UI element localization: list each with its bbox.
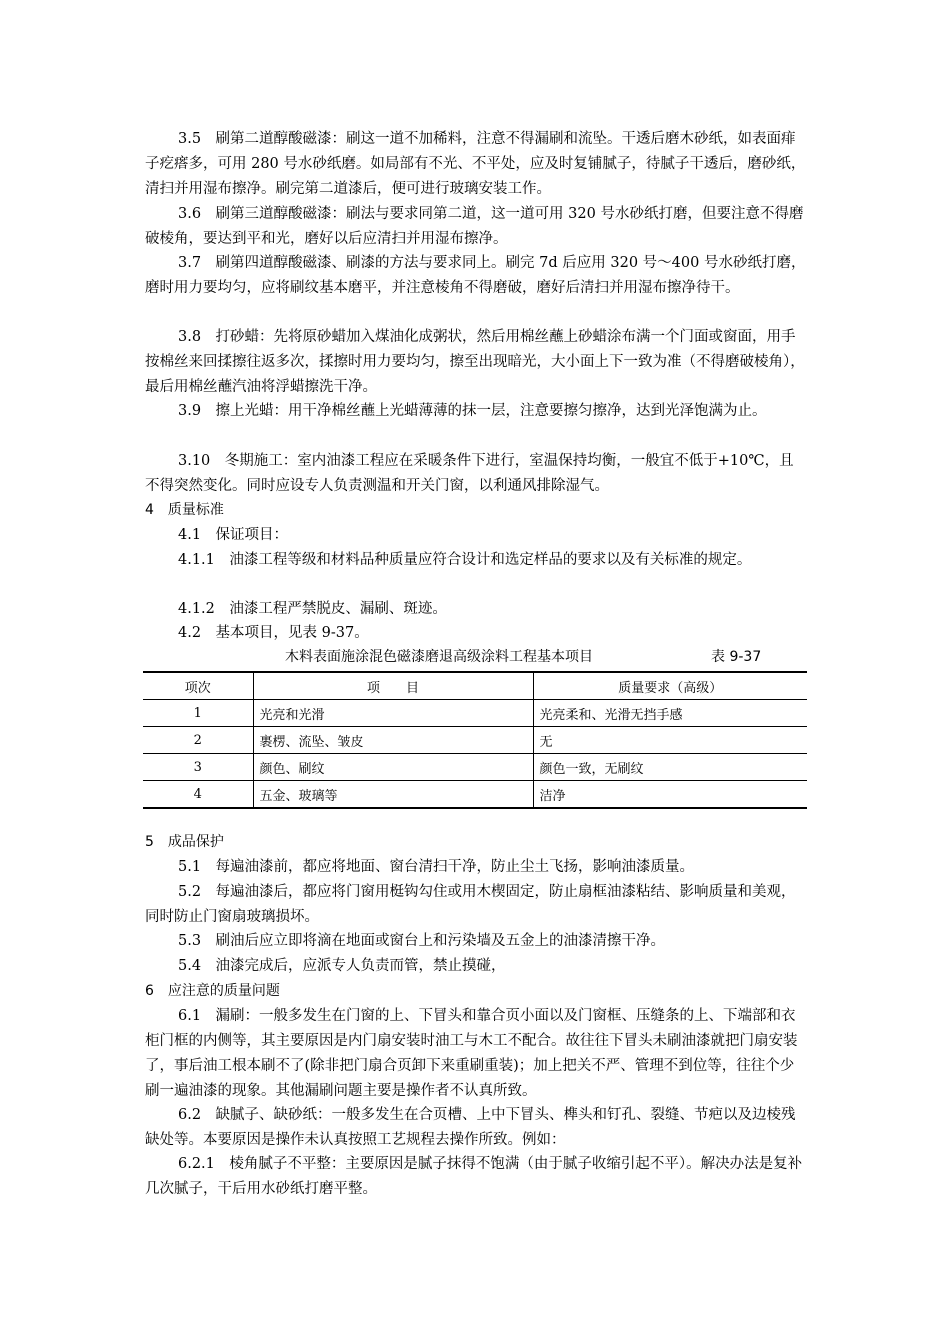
paragraph-3-8: 3.8 打砂蜡：先将原砂蜡加入煤油化成粥状，然后用棉丝蘸上砂蜡涂布满一个门面或窗面，用手按棉丝来回揉擦往返多次，揉擦时用力要均匀，擦至出现暗光，大小面上下一致为准（不得磨破棱角），最后用棉丝蘸汽油将浮蜡擦洗干净。 (145, 329, 805, 395)
paragraph-6-2-1: 6.2.1 棱角腻子不平整：主要原因是腻子抹得不饱满（由于腻子收缩引起不平）。解决办法是复补几次腻子，干后用水砂纸打磨平整。 (145, 1156, 803, 1197)
paragraph-4-2: 4.2 基本项目，见表 9-37。 (178, 625, 369, 641)
header-requirement: 质量要求（高级） (533, 672, 807, 700)
paragraph-3-6: 3.6 刷第三道醇酸磁漆：刷法与要求同第二道，这一道可用 320 号水砂纸打磨，但要注意不得磨破棱角，要达到平和光，磨好以后应清扫并用湿布擦净。 (145, 206, 804, 247)
paragraph-4-1-1: 4.1.1 油漆工程等级和材料品种质量应符合设计和选定样品的要求以及有关标准的规定。 (178, 552, 752, 568)
paragraph-3-10: 3.10 冬期施工：室内油漆工程应在采暖条件下进行，室温保持均衡，一般宜不低于+10℃，且不得突然变化。同时应设专人负责测温和开关门窗，以利通风排除湿气。 (145, 453, 794, 494)
table-row (143, 727, 807, 754)
section-heading-5: 5 成品保护 (145, 834, 224, 850)
paragraph-3-9: 3.9 擦上光蜡：用干净棉丝蘸上光蜡薄薄的抹一层，注意要擦匀擦净，达到光泽饱满为止。 (178, 403, 767, 419)
paragraph-6-1: 6.1 漏刷：一般多发生在门窗的上、下冒头和靠合页小面以及门窗框、压缝条的上、下端部和衣柜门框的内侧等，其主要原因是内门扇安装时油工与木工不配合。故往往下冒头未刷油漆就把门扇安装了，事后油工根本刷不了(除非把门扇合页卸下来重刷重装)；加上把关不严、管理不到位等，往往个少刷一遍油漆的现象。其他漏刷问题主要是操作者不认真所致。 (145, 1008, 798, 1099)
row-index: 2 (143, 727, 253, 754)
paragraph-5-1: 5.1 每遍油漆前，都应将地面、窗台清扫干净，防止尘土飞扬，影响油漆质量。 (178, 859, 695, 875)
paragraph-4-1: 4.1 保证项目： (178, 527, 289, 543)
row-requirement: 颜色一致，无刷纹 (533, 754, 807, 781)
row-requirement: 光亮柔和、光滑无挡手感 (533, 700, 807, 727)
paragraph-5-4: 5.4 油漆完成后，应派专人负责而管，禁止摸碰， (178, 958, 506, 974)
row-requirement: 洁净 (533, 781, 807, 809)
paragraph-6-2: 6.2 缺腻子、缺砂纸：一般多发生在合页槽、上中下冒头、榫头和钉孔、裂缝、节疤以及边棱残缺处等。本要原因是操作未认真按照工艺规程去操作所致。例如： (145, 1107, 796, 1148)
section-heading-4: 4 质量标准 (145, 502, 224, 518)
row-requirement: 无 (533, 727, 807, 754)
header-index: 项次 (143, 672, 253, 700)
row-index: 1 (143, 700, 253, 727)
row-item: 光亮和光滑 (253, 700, 533, 727)
table-row (143, 781, 807, 809)
row-index: 3 (143, 754, 253, 781)
section-heading-6: 6 应注意的质量问题 (145, 983, 280, 999)
quality-table (143, 671, 807, 809)
paragraph-3-5: 3.5 刷第二道醇酸磁漆：刷这一道不加稀料，注意不得漏刷和流坠。干透后磨木砂纸，如表面痱子疙瘩多，可用 280 号水砂纸磨。如局部有不光、不平处，应及时复铺腻子，待腻子干透后，磨砂纸，清扫并用湿布擦净。刷完第二道漆后，便可进行玻璃安装工作。 (145, 131, 806, 197)
table-row (143, 700, 807, 727)
row-item: 颜色、刷纹 (253, 754, 533, 781)
paragraph-5-2: 5.2 每遍油漆后，都应将门窗用梃钩勾住或用木楔固定，防止扇框油漆粘结、影响质量和美观，同时防止门窗扇玻璃损坏。 (145, 884, 796, 925)
table-row (143, 754, 807, 781)
row-index: 4 (143, 781, 253, 809)
table-title: 木料表面施涂混色磁漆磨退高级涂料工程基本项目 (285, 649, 593, 665)
row-item: 五金、玻璃等 (253, 781, 533, 809)
paragraph-3-7: 3.7 刷第四道醇酸磁漆、刷漆的方法与要求同上。刷完 7d 后应用 320 号～400 号水砂纸打磨，磨时用力要均匀，应将刷纹基本磨平，并注意棱角不得磨破，磨好后清扫并用湿布擦净待干。 (145, 255, 806, 296)
table-number: 表 9-37 (711, 649, 762, 665)
paragraph-5-3: 5.3 刷油后应立即将滴在地面或窗台上和污染墙及五金上的油漆清擦干净。 (178, 933, 666, 949)
row-item: 裹楞、流坠、皱皮 (253, 727, 533, 754)
paragraph-4-1-2: 4.1.2 油漆工程严禁脱皮、漏刷、斑迹。 (178, 601, 447, 617)
header-item: 项 目 (253, 672, 533, 700)
table-header-row (143, 672, 807, 700)
